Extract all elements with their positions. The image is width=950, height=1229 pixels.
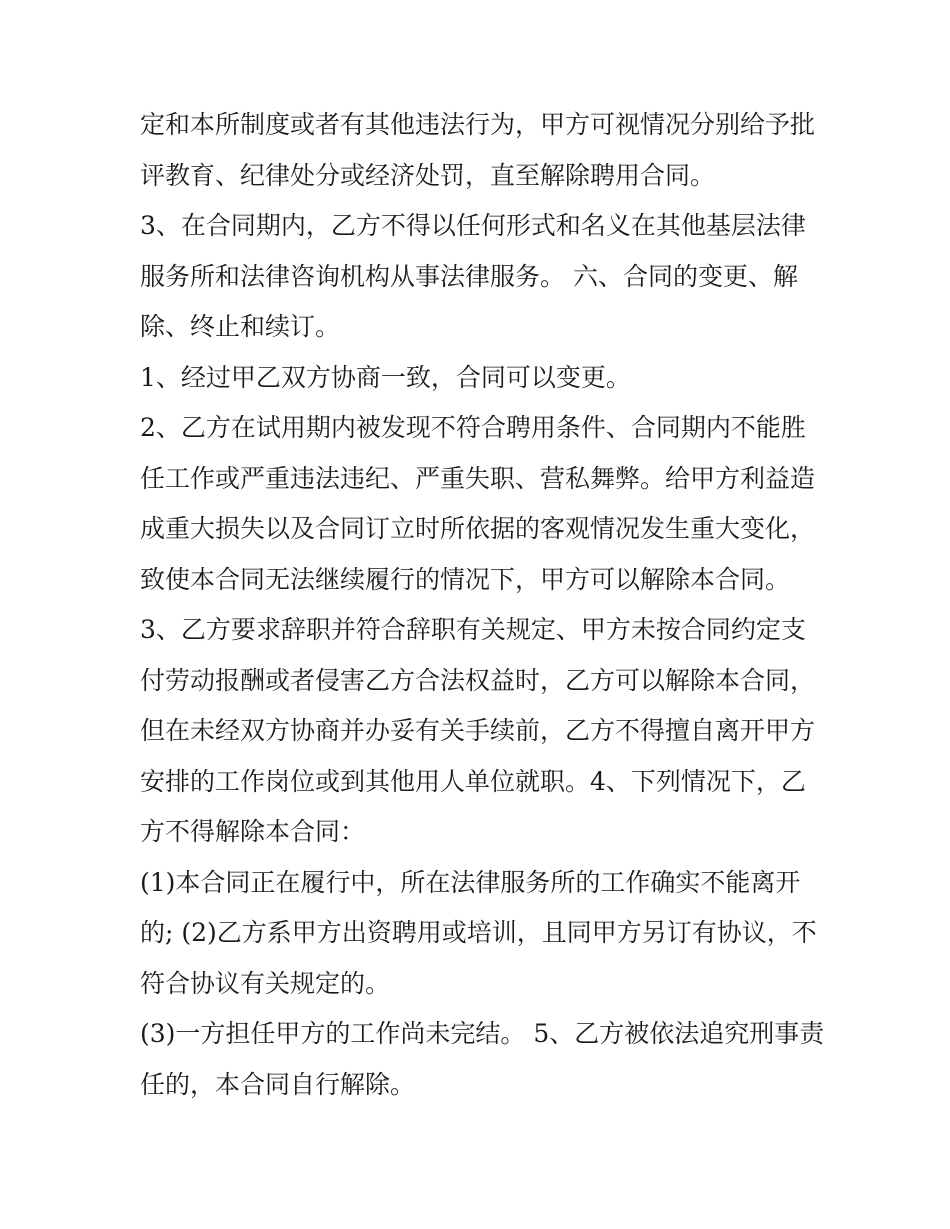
- text-line: 定和本所制度或者有其他违法行为，甲方可视情况分别给予批: [140, 110, 816, 139]
- text-line: 3、乙方要求辞职并符合辞职有关规定、甲方未按合同约定支: [140, 615, 806, 644]
- text-line: 符合协议有关规定的。: [140, 968, 391, 998]
- text-line: 但在未经双方协商并办妥有关手续前，乙方不得擅自离开甲方: [140, 716, 816, 745]
- text-line: (3)一方担任甲方的工作尚未完结。 5、乙方被依法追究刑事责: [140, 1019, 825, 1048]
- text-line: 1、经过甲乙双方协商一致，合同可以变更。: [140, 362, 631, 392]
- text-line: 任工作或严重违法违纪、严重失职、营私舞弊。给甲方利益造: [140, 463, 816, 493]
- text-line: 成重大损失以及合同订立时所依据的客观情况发生重大变化，: [140, 514, 816, 543]
- text-line: 任的，本合同自行解除。: [140, 1069, 416, 1099]
- text-line: 除、终止和续订。: [140, 312, 341, 341]
- text-line: 2、乙方在试用期内被发现不符合聘用条件、合同期内不能胜: [140, 413, 806, 442]
- text-line: 服务所和法律咨询机构从事法律服务。 六、合同的变更、解: [140, 261, 798, 291]
- text-line: 安排的工作岗位或到其他用人单位就职。4、下列情况下，乙: [140, 766, 806, 796]
- text-line: 致使本合同无法继续履行的情况下，甲方可以解除本合同。: [140, 564, 791, 594]
- text-line: 3、在合同期内，乙方不得以任何形式和名义在其他基层法律: [140, 211, 806, 240]
- text-line: 的; (2)乙方系甲方出资聘用或培训，且同甲方另订有协议，不: [140, 918, 817, 947]
- document-body: [140, 100, 825, 1110]
- text-line: 付劳动报酬或者侵害乙方合法权益时，乙方可以解除本合同，: [140, 665, 816, 695]
- text-line: 方不得解除本合同：: [140, 817, 366, 846]
- text-line: 评教育、纪律处分或经济处罚，直至解除聘用合同。: [140, 160, 716, 190]
- text-line: (1)本合同正在履行中，所在法律服务所的工作确实不能离开: [140, 867, 801, 897]
